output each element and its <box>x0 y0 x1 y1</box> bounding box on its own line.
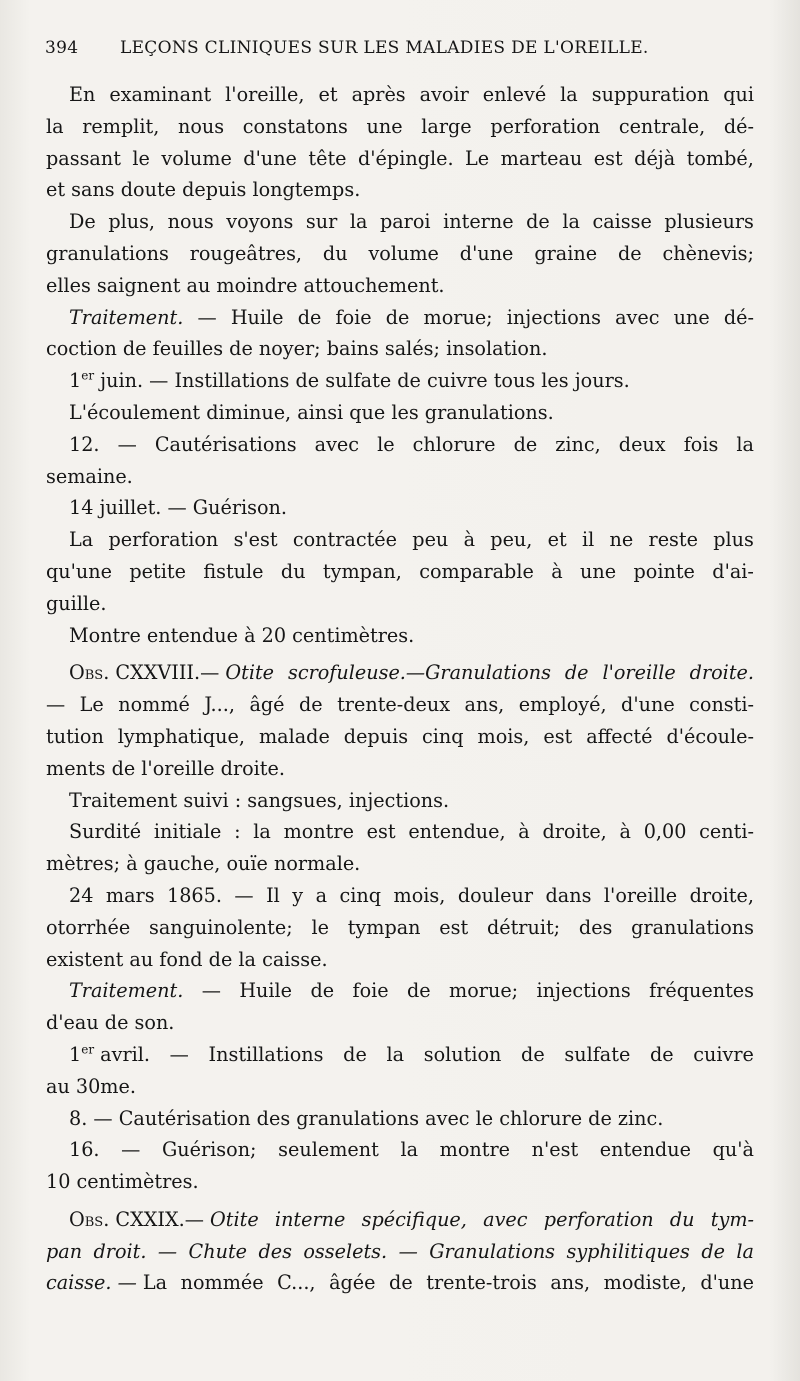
word: de <box>526 210 550 234</box>
text-line <box>46 1267 754 1299</box>
text-fragment: La nommée C..., âgée de trente-trois ans, modiste, d'une <box>142 1271 754 1295</box>
word: peu <box>412 528 449 552</box>
word: granulations <box>46 241 169 265</box>
observation-number: Obs. CXXIX. <box>69 1207 185 1231</box>
word: fistule <box>203 559 264 583</box>
word: et sans doute depuis longtemps. <box>46 178 361 202</box>
word: il <box>582 528 595 552</box>
word: — <box>197 305 217 329</box>
text-line <box>46 1134 754 1166</box>
word: perforation <box>108 528 219 552</box>
word: 24 <box>69 883 94 907</box>
word: la <box>253 820 271 844</box>
text-line <box>46 1007 754 1039</box>
word: qu'une <box>46 559 112 583</box>
word: après <box>351 83 406 106</box>
word: la <box>349 210 368 234</box>
word: examinant <box>109 83 212 106</box>
word: cinq <box>339 883 382 907</box>
text-line <box>46 657 754 689</box>
word: Instillations <box>208 1042 324 1066</box>
word: de <box>297 305 322 329</box>
word: sulfate <box>564 1042 631 1066</box>
word: de <box>343 1042 367 1066</box>
word: le <box>377 432 395 456</box>
word: douleur <box>457 883 534 907</box>
word: et <box>318 83 338 106</box>
page-body-text <box>46 79 754 1299</box>
word: plusieurs <box>664 210 754 234</box>
text-line <box>46 588 754 620</box>
word: qu'à <box>712 1138 754 1162</box>
word: déjà <box>634 146 676 170</box>
word: caisse <box>592 210 652 234</box>
word: l'oreille, <box>225 83 305 106</box>
text-line <box>46 912 754 944</box>
word: cinq <box>422 724 464 748</box>
word: la <box>386 1042 405 1066</box>
word: s'est <box>233 528 278 552</box>
word: est <box>593 146 623 170</box>
text-line <box>46 556 754 588</box>
word: Surdité <box>69 820 142 844</box>
word: sanguinolente; <box>148 915 293 939</box>
word: de <box>521 1042 545 1066</box>
word: — <box>234 883 254 907</box>
word: d'épingle. <box>358 146 454 170</box>
word: d'une <box>243 146 297 170</box>
text-line <box>46 333 754 365</box>
word: n'est <box>531 1138 579 1162</box>
text-line <box>46 721 754 753</box>
word: de <box>310 979 335 1003</box>
text-line <box>46 1103 754 1135</box>
word: à <box>463 528 476 552</box>
word: foie <box>335 305 372 329</box>
word: voyons <box>226 210 294 234</box>
word: Il <box>266 883 280 907</box>
word: 10 centimètres. <box>46 1170 199 1194</box>
observation-title: Otite interne spécifique, avec perforation du tym- <box>210 1207 754 1231</box>
word: tution <box>46 724 104 748</box>
word: montre <box>439 1138 510 1162</box>
word: volume <box>368 241 439 265</box>
word: enlevé <box>482 83 547 106</box>
word: dé- <box>723 305 754 329</box>
word: tympan, <box>322 559 402 583</box>
word: seulement <box>278 1138 379 1162</box>
text-line <box>46 302 754 334</box>
word: suppuration <box>591 83 710 106</box>
word: montre <box>283 820 354 844</box>
word: remplit, <box>82 114 160 138</box>
word: 8. — Cautérisation des granulations avec le chlorure de zinc. <box>69 1106 664 1130</box>
observation-title: caisse. — <box>46 1271 143 1295</box>
word: d'une <box>459 241 514 265</box>
text-line <box>46 1204 754 1236</box>
word: entendue, <box>408 820 506 844</box>
word: Huile <box>230 305 284 329</box>
word: la <box>46 114 64 138</box>
word: Montre entendue à 20 centimètres. <box>69 623 415 647</box>
word: : <box>234 820 241 844</box>
word: droite, <box>689 883 754 907</box>
word: 1er avril. <box>69 1042 150 1066</box>
word: le <box>311 915 329 939</box>
word: large <box>421 114 472 138</box>
word: initiale <box>153 820 222 844</box>
word: fois <box>683 432 719 456</box>
word: — <box>201 979 221 1003</box>
word: de <box>617 241 642 265</box>
word: lymphatique, <box>117 724 245 748</box>
word: est <box>543 724 573 748</box>
word: — <box>121 1138 141 1162</box>
word: est <box>439 915 469 939</box>
word: à <box>551 559 563 583</box>
word: Huile <box>239 979 293 1003</box>
word: une <box>673 305 710 329</box>
word: employé, <box>518 693 607 717</box>
word: nous <box>167 210 214 234</box>
word: contractée <box>292 528 398 552</box>
word: est <box>366 820 396 844</box>
observation-title: pan droit. — Chute des osselets. — Granulations syphilitiques de la <box>46 1239 754 1263</box>
word: d'eau de son. <box>46 1011 175 1035</box>
word: solution <box>423 1042 502 1066</box>
observation-number: Obs. CXXVIII. <box>69 661 201 685</box>
word: nommé <box>118 693 190 717</box>
word: elles saignent au moindre attouchement. <box>46 273 445 297</box>
word: ans, <box>464 693 505 717</box>
text-line <box>46 238 754 270</box>
word: âgé <box>249 693 285 717</box>
word: sur <box>305 210 338 234</box>
word: peu, <box>490 528 533 552</box>
running-title: LEÇONS CLINIQUES SUR LES MALADIES DE L'OREILLE. <box>120 38 649 58</box>
word: nous <box>177 114 225 138</box>
text-line <box>46 111 754 143</box>
word: morue; <box>449 979 519 1003</box>
page-number: 394 <box>45 38 79 58</box>
word: de <box>298 693 323 717</box>
word: tête <box>308 146 347 170</box>
word: Traitement. <box>69 305 184 329</box>
word: du <box>322 241 348 265</box>
word: à <box>619 820 631 844</box>
word: mois, <box>477 724 530 748</box>
word: De <box>69 210 96 234</box>
word: constatons <box>242 114 348 138</box>
text-line <box>46 143 754 175</box>
word: — <box>46 693 66 717</box>
word: y <box>292 883 304 907</box>
word: malade <box>258 724 330 748</box>
word: injections <box>536 979 631 1003</box>
word: 12. <box>69 432 100 456</box>
word: pointe <box>633 559 695 583</box>
word: marteau <box>500 146 583 170</box>
text-line <box>46 270 754 302</box>
word: avec <box>314 432 360 456</box>
text-line <box>46 816 754 848</box>
text-line <box>46 1039 754 1071</box>
word: qui <box>723 83 754 106</box>
word: avoir <box>419 83 469 106</box>
text-line <box>46 524 754 556</box>
word: dé- <box>723 114 754 138</box>
word: zinc, <box>555 432 601 456</box>
word: Le <box>465 146 490 170</box>
word: Traitement. <box>69 979 184 1003</box>
text-line <box>46 689 754 721</box>
text-line <box>46 397 754 429</box>
word: de <box>407 979 431 1003</box>
word: Cautérisations <box>154 432 297 456</box>
word: plus, <box>108 210 156 234</box>
word: mois, <box>393 883 446 907</box>
word: petite <box>129 559 186 583</box>
word: consti- <box>689 693 754 717</box>
word: graine <box>534 241 598 265</box>
word: depuis <box>343 724 409 748</box>
word: mars <box>105 883 155 907</box>
text-line <box>46 174 754 206</box>
text-line <box>46 848 754 880</box>
text-line <box>46 365 754 397</box>
word: Guérison; <box>161 1138 257 1162</box>
text-line <box>46 753 754 785</box>
word: la <box>736 432 754 456</box>
text-line <box>46 880 754 912</box>
word: existent au fond de la caisse. <box>46 947 328 971</box>
word: otorrhée <box>46 915 131 939</box>
word: L'écoulement diminue, ainsi que les granulations. <box>69 400 554 424</box>
word: à <box>518 820 530 844</box>
text-line <box>46 461 754 493</box>
text-line <box>46 1166 754 1198</box>
word: 1er juin. — Instillations de sulfate de cuivre tous les jours. <box>69 368 630 393</box>
word: avec <box>615 305 660 329</box>
word: — <box>169 1042 189 1066</box>
word: 1865. <box>167 883 222 907</box>
word: centrale, <box>618 114 706 138</box>
word: d'écoule- <box>666 724 754 748</box>
word: tombé, <box>686 146 754 170</box>
word: de <box>513 432 538 456</box>
word: 16. <box>69 1138 100 1162</box>
word: perforation <box>490 114 601 138</box>
word: d'une <box>621 693 675 717</box>
word: deux <box>618 432 666 456</box>
word: morue; <box>423 305 493 329</box>
word: En <box>69 83 96 106</box>
text-line <box>46 1236 754 1268</box>
text-line <box>46 79 754 111</box>
word: de <box>385 305 410 329</box>
word: du <box>280 559 306 583</box>
text-line <box>46 975 754 1007</box>
word: de <box>649 1042 674 1066</box>
word: l'oreille <box>603 883 678 907</box>
word: d'ai- <box>712 559 754 583</box>
word: paroi <box>379 210 431 234</box>
word: une <box>580 559 617 583</box>
word: La <box>69 528 94 552</box>
word: détruit; <box>486 915 561 939</box>
word: injections <box>506 305 601 329</box>
word: entendue <box>599 1138 691 1162</box>
word: plus <box>713 528 754 552</box>
word: J..., <box>204 693 235 717</box>
word: ments de l'oreille droite. <box>46 756 285 780</box>
word: interne <box>443 210 514 234</box>
word: — <box>117 432 137 456</box>
word: coction de feuilles de noyer; bains salés; insolation. <box>46 337 548 361</box>
text-line <box>46 785 754 817</box>
word: et <box>547 528 567 552</box>
word: chènevis; <box>662 241 754 265</box>
text-line <box>46 1071 754 1103</box>
dash: — <box>184 1207 211 1231</box>
word: comparable <box>419 559 534 583</box>
text-line <box>46 429 754 461</box>
word: le <box>132 146 150 170</box>
word: affecté <box>586 724 653 748</box>
word: mètres; à gauche, ouïe normale. <box>46 852 361 876</box>
word: 14 juillet. — Guérison. <box>69 496 287 520</box>
word: granulations <box>631 915 754 939</box>
word: Le <box>79 693 104 717</box>
word: a <box>315 883 328 907</box>
text-line <box>46 492 754 524</box>
word: dans <box>545 883 592 907</box>
word: ne <box>609 528 634 552</box>
word: cuivre <box>693 1042 754 1066</box>
word: Traitement suivi : sangsues, injections. <box>69 788 450 812</box>
text-line <box>46 620 754 652</box>
word: semaine. <box>46 464 133 488</box>
word: au 30me. <box>46 1074 136 1098</box>
word: volume <box>161 146 232 170</box>
word: 0,00 <box>643 820 687 844</box>
dash: — <box>200 661 226 685</box>
word: reste <box>648 528 698 552</box>
word: une <box>366 114 403 138</box>
word: foie <box>352 979 389 1003</box>
text-line <box>46 206 754 238</box>
text-line <box>46 944 754 976</box>
word: tympan <box>347 915 421 939</box>
word: passant <box>46 146 121 170</box>
word: la <box>400 1138 419 1162</box>
word: guille. <box>46 591 107 615</box>
word: la <box>560 83 578 106</box>
word: la <box>562 210 580 234</box>
word: fréquentes <box>649 979 754 1003</box>
word: chlorure <box>412 432 496 456</box>
observation-title: Otite scrofuleuse.—Granulations de l'oreille droite. <box>225 661 754 685</box>
word: des <box>578 915 613 939</box>
word: rougeâtres, <box>189 241 303 265</box>
word: droite, <box>542 820 607 844</box>
word: trente-deux <box>337 693 451 717</box>
word: centi- <box>699 820 754 844</box>
